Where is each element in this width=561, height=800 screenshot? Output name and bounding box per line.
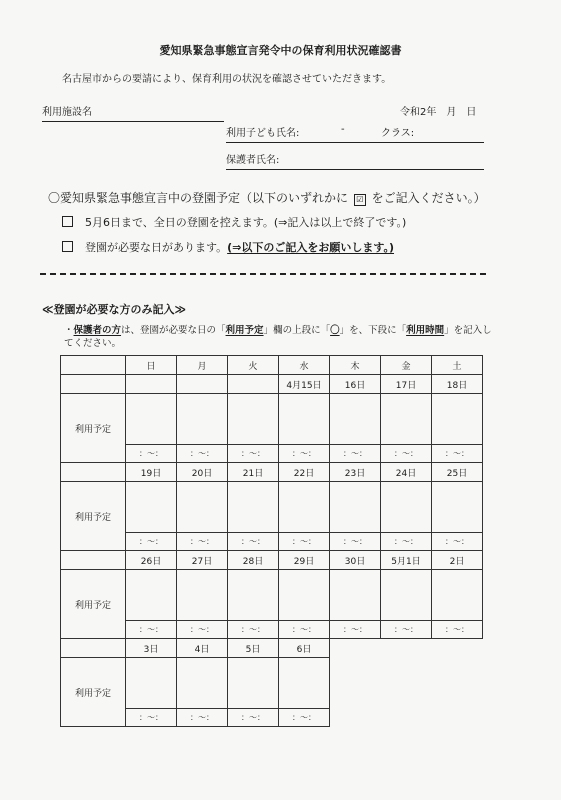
time-cell[interactable]: ：～： <box>228 533 279 551</box>
weekday-cell: 日 <box>126 356 177 375</box>
facility-field[interactable] <box>42 103 224 122</box>
weekday-cell: 木 <box>330 356 381 375</box>
time-cell[interactable]: ：～： <box>279 709 330 727</box>
date-cell: 20日 <box>177 463 228 482</box>
option-abstain-label: 5月6日まで、全日の登園を控えます。(⇒記入は以上で終了です。) <box>85 216 407 229</box>
empty-cell <box>330 639 381 658</box>
plan-row <box>61 658 483 709</box>
time-cell[interactable]: ：～： <box>126 533 177 551</box>
plan-cell[interactable] <box>381 394 432 445</box>
date-row <box>61 551 483 570</box>
time-cell[interactable]: ：～： <box>228 621 279 639</box>
plan-cell[interactable] <box>228 394 279 445</box>
child-sep: - <box>341 124 345 135</box>
instructions <box>64 324 494 350</box>
time-cell[interactable]: ：～： <box>330 533 381 551</box>
date-cell <box>228 375 279 394</box>
plan-cell[interactable] <box>381 482 432 533</box>
guardian-name-field[interactable] <box>226 151 484 170</box>
date-cell: 25日 <box>432 463 483 482</box>
time-cell[interactable]: ：～： <box>381 621 432 639</box>
intro-text: 名古屋市からの要請により、保育利用の状況を確認させていただきます。 <box>62 74 392 85</box>
time-cell[interactable]: ：～： <box>177 445 228 463</box>
option-attend-label: 登園が必要な日があります。 <box>85 241 228 254</box>
time-cell[interactable]: ：～： <box>177 621 228 639</box>
instr-time: 利用時間 <box>406 325 445 336</box>
time-cell[interactable]: ：～： <box>381 445 432 463</box>
instr-text-2: 」欄の上段に「 <box>263 325 331 336</box>
plan-cell[interactable] <box>432 570 483 621</box>
weekday-cell: 土 <box>432 356 483 375</box>
date-cell: 4日 <box>177 639 228 658</box>
time-cell[interactable]: ：～： <box>432 445 483 463</box>
date-cell: 30日 <box>330 551 381 570</box>
plan-cell[interactable] <box>177 658 228 709</box>
option-abstain[interactable] <box>62 214 406 230</box>
form-title: 愛知県緊急事態宣言発令中の保育利用状況確認書 <box>159 44 402 57</box>
corner-cell <box>61 356 126 375</box>
plan-label: 利用予定 <box>61 570 126 639</box>
instr-text-4: 」を記入してください。 <box>64 325 492 349</box>
date-label-cell <box>61 375 126 394</box>
date-cell: 5日 <box>228 639 279 658</box>
plan-cell[interactable] <box>177 394 228 445</box>
date-row <box>61 639 483 658</box>
weekday-cell: 水 <box>279 356 330 375</box>
weekday-cell: 火 <box>228 356 279 375</box>
date-cell: 23日 <box>330 463 381 482</box>
plan-label: 利用予定 <box>61 482 126 551</box>
date-cell <box>177 375 228 394</box>
empty-cell <box>381 709 432 727</box>
time-cell[interactable]: ：～： <box>228 445 279 463</box>
guardian-label: 保護者氏名: <box>226 155 280 166</box>
dashed-divider <box>40 273 486 275</box>
plan-cell[interactable] <box>330 394 381 445</box>
date-cell: 6日 <box>279 639 330 658</box>
checkbox-icon[interactable] <box>62 241 73 252</box>
date-cell: 27日 <box>177 551 228 570</box>
time-cell[interactable]: ：～： <box>432 621 483 639</box>
date-cell: 3日 <box>126 639 177 658</box>
empty-cell <box>432 658 483 709</box>
instr-circle: 〇 <box>330 325 340 336</box>
time-cell[interactable]: ：～： <box>177 533 228 551</box>
plan-cell[interactable] <box>330 570 381 621</box>
empty-cell <box>330 709 381 727</box>
instr-bullet: ・ <box>64 325 74 336</box>
plan-cell[interactable] <box>381 570 432 621</box>
date-row <box>61 375 483 394</box>
time-cell[interactable]: ：～： <box>432 533 483 551</box>
date-cell <box>126 375 177 394</box>
instr-plan: 利用予定 <box>225 325 264 336</box>
plan-cell[interactable] <box>279 482 330 533</box>
date-cell: 24日 <box>381 463 432 482</box>
plan-cell[interactable] <box>177 482 228 533</box>
plan-cell[interactable] <box>432 482 483 533</box>
weekday-header-row <box>61 356 483 375</box>
plan-cell[interactable] <box>279 658 330 709</box>
plan-row <box>61 570 483 621</box>
plan-label: 利用予定 <box>61 394 126 463</box>
weekday-cell: 月 <box>177 356 228 375</box>
date-label-cell <box>61 551 126 570</box>
checkbox-icon[interactable] <box>62 216 73 227</box>
weekday-cell: 金 <box>381 356 432 375</box>
plan-cell[interactable] <box>177 570 228 621</box>
time-cell[interactable]: ：～： <box>279 621 330 639</box>
empty-cell <box>330 658 381 709</box>
time-cell[interactable]: ：～： <box>330 445 381 463</box>
empty-cell <box>381 658 432 709</box>
plan-row <box>61 394 483 445</box>
date-cell: 17日 <box>381 375 432 394</box>
time-cell[interactable]: ：～： <box>330 621 381 639</box>
date-cell: 18日 <box>432 375 483 394</box>
date-cell: 26日 <box>126 551 177 570</box>
plan-cell[interactable] <box>228 482 279 533</box>
plan-cell[interactable] <box>279 394 330 445</box>
plan-cell[interactable] <box>126 482 177 533</box>
section-title <box>48 189 486 206</box>
plan-cell[interactable] <box>126 394 177 445</box>
time-cell[interactable]: ：～： <box>126 445 177 463</box>
facility-label: 利用施設名 <box>42 107 92 118</box>
time-cell[interactable]: ：～： <box>279 533 330 551</box>
section-title-b: をご記入ください。） <box>367 191 486 205</box>
plan-cell[interactable] <box>228 570 279 621</box>
class-label: クラス: <box>381 128 415 139</box>
time-cell[interactable]: ：～： <box>279 445 330 463</box>
date-cell: 29日 <box>279 551 330 570</box>
time-cell[interactable]: ：～： <box>228 709 279 727</box>
date-cell: 16日 <box>330 375 381 394</box>
date-cell: 22日 <box>279 463 330 482</box>
date-cell: 19日 <box>126 463 177 482</box>
date-label-cell <box>61 639 126 658</box>
plan-cell[interactable] <box>330 482 381 533</box>
plan-cell[interactable] <box>126 570 177 621</box>
empty-cell <box>432 709 483 727</box>
date-cell: 28日 <box>228 551 279 570</box>
time-cell[interactable]: ：～： <box>177 709 228 727</box>
instr-text-1: は、登園が必要な日の「 <box>121 325 226 336</box>
date-field[interactable]: 令和2年 月 日 <box>400 107 477 118</box>
attend-only-heading: ≪登園が必要な方のみ記入≫ <box>42 303 187 316</box>
empty-cell <box>381 639 432 658</box>
plan-cell[interactable] <box>126 658 177 709</box>
plan-row <box>61 482 483 533</box>
date-cell: 5月1日 <box>381 551 432 570</box>
instr-guardian: 保護者の方 <box>73 325 122 336</box>
date-cell: 4月15日 <box>279 375 330 394</box>
schedule-table <box>60 355 483 727</box>
option-attend-note: (⇒以下のご記入をお願いします。) <box>227 241 395 254</box>
option-attend[interactable] <box>62 239 394 255</box>
date-label-cell <box>61 463 126 482</box>
instr-text-3: 」を、下段に「 <box>339 325 407 336</box>
date-cell: 21日 <box>228 463 279 482</box>
time-cell[interactable]: ：～： <box>126 621 177 639</box>
empty-cell <box>432 639 483 658</box>
date-cell: 2日 <box>432 551 483 570</box>
time-cell[interactable]: ：～： <box>381 533 432 551</box>
child-name-label: 利用子ども氏名: <box>226 128 300 139</box>
section-title-a: 〇愛知県緊急事態宣言中の登園予定（以下のいずれかに <box>48 191 352 205</box>
plan-label: 利用予定 <box>61 658 126 727</box>
check-icon: ☑ <box>354 194 366 206</box>
time-cell[interactable]: ：～： <box>126 709 177 727</box>
plan-cell[interactable] <box>279 570 330 621</box>
date-row <box>61 463 483 482</box>
plan-cell[interactable] <box>228 658 279 709</box>
plan-cell[interactable] <box>432 394 483 445</box>
child-name-field[interactable] <box>226 124 484 143</box>
